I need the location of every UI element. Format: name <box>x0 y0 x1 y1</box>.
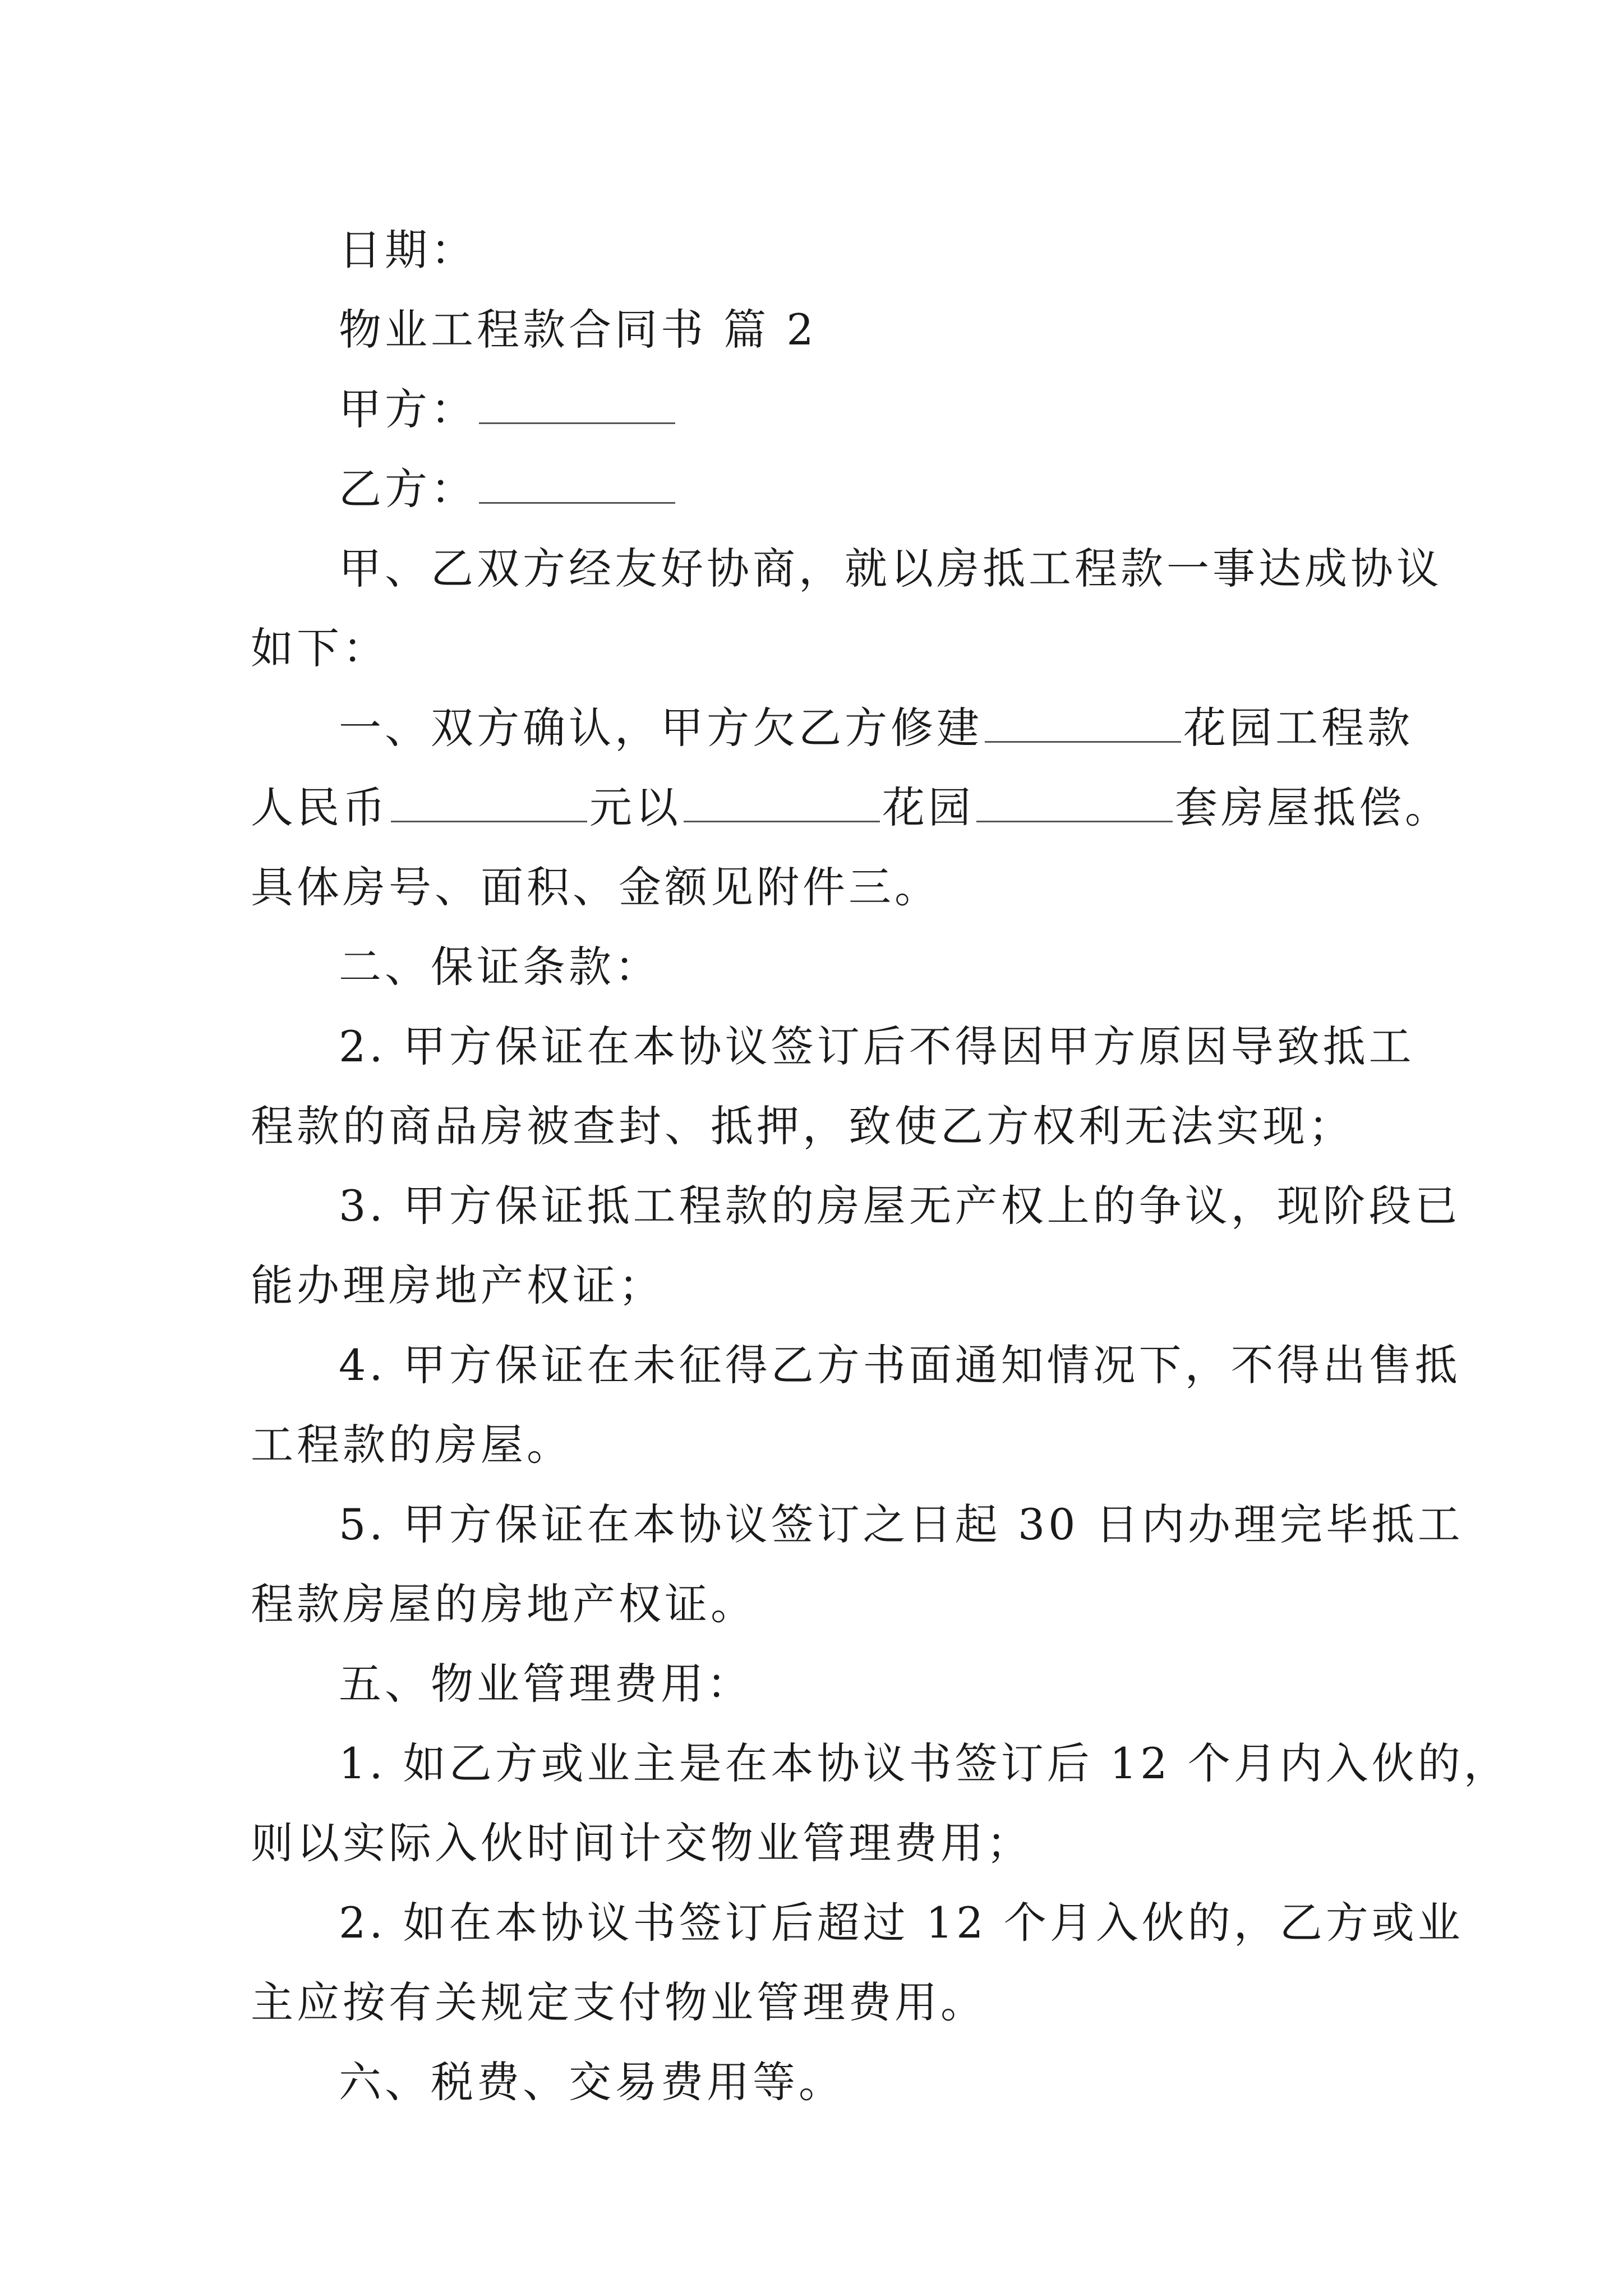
party-a-label: 甲方： <box>339 384 477 434</box>
paragraph-line: 则以实际入伙时间计交物业管理费用； <box>251 1818 1032 1868</box>
paragraph-line: 1. 如乙方或业主是在本协议书签订后 12 个月内入伙的， <box>339 1738 1510 1788</box>
paragraph-line: 如下： <box>251 623 389 673</box>
paragraph-line: 2. 如在本协议书签订后超过 12 个月入伙的，乙方或业 <box>339 1898 1464 1948</box>
text-span: 花园工程款 <box>1183 703 1413 753</box>
clause-1-line <box>251 688 1413 768</box>
paragraph-line: 主应按有关规定支付物业管理费用。 <box>251 1977 986 2027</box>
garden-name-blank <box>985 739 1181 743</box>
paragraph-line: 4. 甲方保证在未征得乙方书面通知情况下，不得出售抵 <box>339 1340 1461 1390</box>
paragraph-line: 甲、乙双方经友好协商，就以房抵工程款一事达成协议 <box>339 544 1442 593</box>
paragraph-line: 程款的商品房被查封、抵押，致使乙方权利无法实现； <box>251 1101 1354 1151</box>
section-title: 物业工程款合同书 篇 2 <box>339 305 817 355</box>
party-b-line <box>251 449 1372 529</box>
paragraph-line: 2. 甲方保证在本协议签订后不得因甲方原因导致抵工 <box>339 1022 1415 1071</box>
paragraph-line: 能办理房地产权证； <box>251 1260 665 1310</box>
text-span: 元以 <box>589 783 681 832</box>
paragraph-line: 程款房屋的房地产权证。 <box>251 1579 757 1629</box>
text-span: 套房屋抵偿。 <box>1175 783 1451 832</box>
section-heading: 六、税费、交易费用等。 <box>339 2057 845 2107</box>
garden-blank <box>684 818 880 822</box>
text-span: 人民币 <box>251 783 389 832</box>
party-a-blank <box>479 420 675 424</box>
party-b-label: 乙方： <box>339 464 477 514</box>
section-heading: 五、物业管理费用： <box>339 1659 753 1709</box>
party-a-line <box>251 370 1372 449</box>
unit-count-blank <box>976 818 1173 822</box>
section-heading: 二、保证条款： <box>339 942 661 992</box>
paragraph-line: 具体房号、面积、金额见附件三。 <box>251 862 940 912</box>
document-body <box>251 210 1510 2122</box>
text-span: 花园 <box>882 783 974 832</box>
party-b-blank <box>479 500 675 504</box>
date-line: 日期： <box>339 225 477 275</box>
paragraph-line: 5. 甲方保证在本协议签订之日起 30 日内办理完毕抵工 <box>339 1499 1464 1549</box>
text-span: 一、双方确认，甲方欠乙方修建 <box>339 703 983 753</box>
amount-blank <box>391 818 587 822</box>
clause-1-line <box>251 768 1451 848</box>
paragraph-line: 工程款的房屋。 <box>251 1420 573 1470</box>
paragraph-line: 3. 甲方保证抵工程款的房屋无产权上的争议，现阶段已 <box>339 1181 1461 1231</box>
